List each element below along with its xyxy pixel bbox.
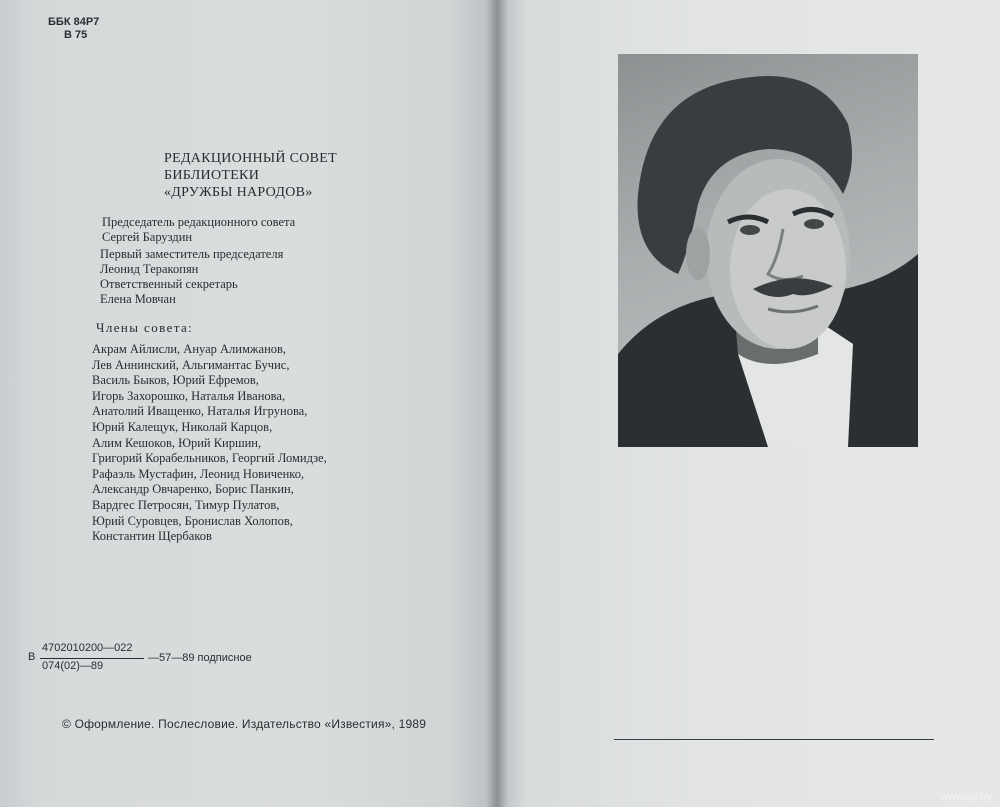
members-line: Вардгес Петросян, Тимур Пулатов, [92, 497, 280, 512]
secretary-name: Елена Мовчан [100, 292, 176, 306]
members-line: Григорий Корабельников, Георгий Ломидзе, [92, 451, 327, 466]
members-line: Акрам Айлисли, Ануар Алимжанов, [92, 342, 287, 356]
members-heading: Члены совета: [96, 320, 194, 335]
watermark: www.ay.by [940, 791, 992, 803]
members-line: Константин Щербаков [92, 529, 212, 544]
copyright-line: © Оформление. Послесловие. Издательство «Известия», 1989 [62, 717, 427, 731]
chairman-name: Сергей Баруздин [102, 230, 193, 244]
council-title-line: БИБЛИОТЕКИ [164, 168, 260, 183]
members-list [92, 342, 327, 545]
fraction-line [40, 658, 144, 659]
members-line: Юрий Калещук, Николай Карцов, [92, 419, 273, 434]
deputy-block [100, 247, 283, 277]
bbk-code: ББК 84Р7 [48, 16, 100, 28]
members-line: Александр Овчаренко, Борис Панкин, [92, 482, 294, 497]
deputy-role: Первый заместитель председателя [100, 247, 284, 261]
members-line: Алим Кешоков, Юрий Киршин, [92, 435, 262, 450]
members-line: Анатолий Иващенко, Наталья Игрунова, [92, 404, 308, 419]
index-letter: В [28, 651, 36, 663]
council-title-line: РЕДАКЦИОННЫЙ СОВЕТ [164, 151, 337, 166]
signature-line [614, 739, 934, 740]
deputy-name: Леонид Теракопян [100, 262, 199, 276]
index-numerator: 4702010200—022 [42, 642, 133, 654]
book-gutter [486, 0, 508, 807]
author-portrait-photo [618, 54, 918, 447]
members-line: Юрий Суровцев, Бронислав Холопов, [92, 513, 293, 528]
secretary-block [100, 277, 238, 307]
index-suffix: —57—89 подписное [148, 652, 252, 664]
chairman-role: Председатель редакционного совета [102, 215, 296, 229]
council-title [164, 150, 337, 201]
author-sign: В 75 [64, 29, 88, 41]
secretary-role: Ответственный секретарь [100, 277, 238, 291]
members-line: Василь Быков, Юрий Ефремов, [92, 373, 259, 388]
members-line: Лев Аннинский, Альгимантас Бучис, [92, 357, 290, 372]
chairman-block [102, 215, 295, 245]
portrait-illustration [618, 54, 918, 447]
index-denominator: 074(02)—89 [42, 660, 104, 672]
council-title-line: «ДРУЖБЫ НАРОДОВ» [164, 185, 313, 200]
members-line: Рафаэль Мустафин, Леонид Новиченко, [92, 466, 305, 481]
members-line: Игорь Захорошко, Наталья Иванова, [92, 388, 286, 403]
